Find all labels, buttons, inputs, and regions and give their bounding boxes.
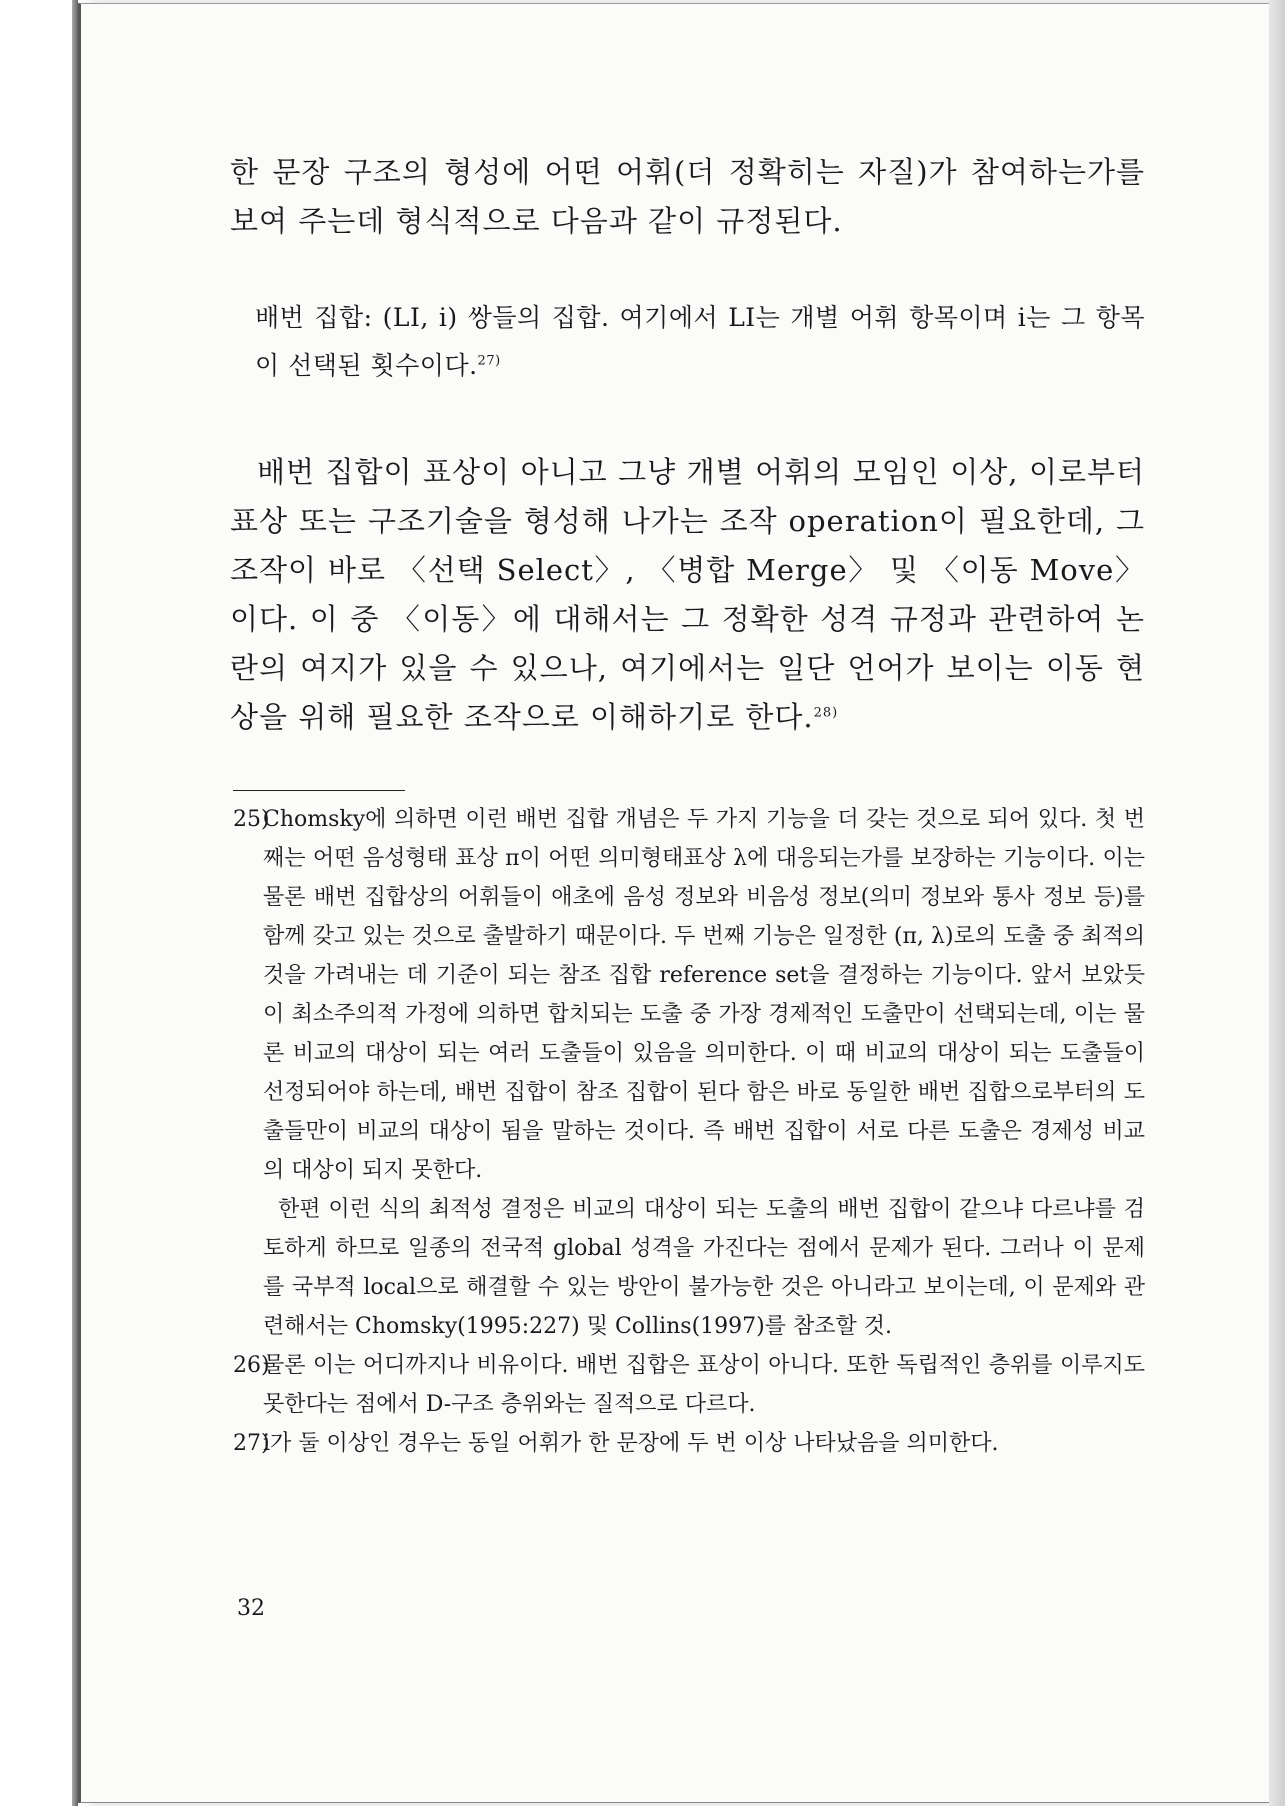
footnote-number: 26) [233,1353,270,1378]
definition-block [255,294,1145,390]
footnote-continuation: 한편 이런 식의 최적성 결정은 비교의 대상이 되는 도출의 배번 집합이 같으냐 다르냐를 검토하게 하므로 일종의 전국적 global 성격을 가진다는 점에서 문제가 된다. 그러나 이 문제를 국부적 local으로 해결할 수 있는 방안이 불가능한 것은 아니라고 보이는데, 이 문제와 관련해서는 Chomsky(1995:227) 및 Collins(1997)를 참조할 것. [263,1197,1145,1339]
footnote-number: 27) [233,1431,270,1456]
definition-text: 배번 집합: (LI, i) 쌍들의 집합. 여기에서 LI는 개별 어휘 항목이며 i는 그 항목이 선택된 횟수이다. [255,303,1145,380]
page-number: 32 [237,1596,265,1621]
footnote-number: 25) [233,807,270,832]
footnotes [233,800,1145,1463]
page-right-edge [1269,0,1285,1806]
footnote-27 [233,1424,1145,1463]
body-paragraph-1: 한 문장 구조의 형성에 어떤 어휘(더 정확히는 자질)가 참여하는가를 보여 주는데 형식적으로 다음과 같이 규정된다. [230,155,1145,238]
body-paragraph-2 [230,448,1145,742]
footnote-ref-27[interactable]: 27) [477,353,501,369]
footnote-text: Chomsky에 의하면 이런 배번 집합 개념은 두 가지 기능을 더 갖는 것으로 되어 있다. 첫 번째는 어떤 음성형태 표상 π이 어떤 의미형태표상 λ에 대응되는가를 보장하는 기능이다. 이는 물론 배번 집합상의 어휘들이 애초에 음성 정보와 비음성 정보(의미 정보와 통사 정보 등)를 함께 갖고 있는 것으로 출발하기 때문이다. 두 번째 기능은 일정한 (π, λ)로의 도출 중 최적의 것을 가려내는 데 기준이 되는 참조 집합 reference set을 결정하는 기능이다. 앞서 보았듯이 최소주의적 가정에 의하면 합치되는 도출 중 가장 경제적인 도출만이 선택되는데, 이는 물론 비교의 대상이 되는 여러 도출들이 있음을 의미한다. 이 때 비교의 대상이 되는 도출들이 선정되어야 하는데, 배번 집합이 참조 집합이 된다 함은 바로 동일한 배번 집합으로부터의 도출들만이 비교의 대상이 됨을 말하는 것이다. 즉 배번 집합이 서로 다른 도출은 경제성 비교의 대상이 되지 못한다. [263,807,1145,1183]
footnote-26 [233,1346,1145,1424]
footnote-25 [233,800,1145,1346]
footnote-ref-28[interactable]: 28) [813,705,839,721]
footnote-text: i가 둘 이상인 경우는 동일 어휘가 한 문장에 두 번 이상 나타났음을 의미한다. [263,1431,999,1456]
footnote-text: 물론 이는 어디까지나 비유이다. 배번 집합은 표상이 아니다. 또한 독립적인 층위를 이루지도 못한다는 점에서 D-구조 층위와는 질적으로 다르다. [263,1353,1145,1417]
footnote-divider [233,790,405,791]
body-paragraph-2-text: 배번 집합이 표상이 아니고 그냥 개별 어휘의 모임인 이상, 이로부터 표상 또는 구조기술을 형성해 나가는 조작 operation이 필요한데, 그 조작이 바로 〈선택 Select〉, 〈병합 Merge〉 및 〈이동 Move〉이다. 이 중 〈이동〉에 대해서는 그 정확한 성격 규정과 관련하여 논란의 여지가 있을 수 있으나, 여기에서는 일단 언어가 보이는 이동 현상을 위해 필요한 조작으로 이해하기로 한다. [230,455,1145,734]
